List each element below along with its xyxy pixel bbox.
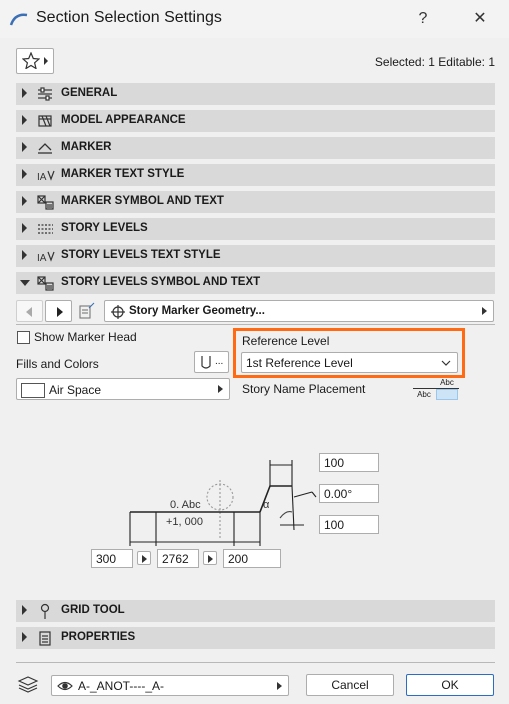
- story-levels-text-style-icon: [36, 248, 56, 264]
- panel-model-appearance[interactable]: [16, 110, 495, 132]
- chevron-right-icon: [482, 307, 487, 315]
- arrow-right-icon: [57, 307, 63, 317]
- expand-arrow-icon: [22, 605, 27, 615]
- story-marker-geometry-dropdown[interactable]: [104, 300, 494, 322]
- diagram-text-top: 0. Abc: [170, 499, 201, 511]
- length-field-3[interactable]: 200: [223, 549, 281, 568]
- panel-general[interactable]: [16, 83, 495, 105]
- next-button[interactable]: [45, 300, 72, 322]
- window-title: Section Selection Settings: [36, 9, 222, 26]
- panel-marker-symbol-and-text[interactable]: [16, 191, 495, 213]
- panel-label: STORY LEVELS SYMBOL AND TEXT: [61, 276, 261, 288]
- layer-dropdown[interactable]: [51, 675, 289, 696]
- panel-properties[interactable]: [16, 627, 495, 649]
- previous-button[interactable]: [16, 300, 43, 322]
- length-field-1[interactable]: 300: [91, 549, 133, 568]
- length-field-2[interactable]: 2762: [157, 549, 199, 568]
- fill-bucket-icon: [200, 355, 212, 371]
- story-levels-symbol-icon: [36, 275, 56, 291]
- selection-info: Selected: 1 Editable: 1: [374, 55, 495, 69]
- model-appearance-icon: [36, 113, 56, 129]
- panel-grid-tool[interactable]: [16, 600, 495, 622]
- general-settings-icon: [36, 86, 56, 102]
- bottom-length-field[interactable]: 100: [319, 515, 379, 534]
- collapse-arrow-icon: [20, 280, 30, 286]
- fill-picker-button[interactable]: [194, 351, 229, 373]
- grid-tool-icon: [36, 603, 56, 619]
- expand-arrow-icon: [22, 115, 27, 125]
- diagram-text-bottom: +1, 000: [166, 516, 204, 528]
- reference-level-label: Reference Level: [242, 334, 330, 348]
- length-toggle-1[interactable]: [137, 551, 151, 565]
- fill-type-value: Air Space: [49, 383, 102, 397]
- panel-label: GENERAL: [61, 87, 118, 99]
- geometry-dropdown-label: Story Marker Geometry...: [129, 305, 265, 317]
- fill-swatch: [21, 383, 45, 398]
- eye-icon: [57, 680, 73, 692]
- marker-text-style-icon: [36, 167, 56, 183]
- help-button[interactable]: ?: [418, 10, 428, 27]
- marker-symbol-icon: [36, 194, 56, 210]
- placement-below-text: Abc: [417, 390, 431, 399]
- favorites-button[interactable]: [16, 48, 54, 74]
- expand-arrow-icon: [22, 250, 27, 260]
- story-name-placement-label: Story Name Placement: [242, 382, 366, 396]
- ok-button[interactable]: OK: [406, 674, 494, 696]
- panel-label: MARKER SYMBOL AND TEXT: [61, 195, 224, 207]
- chevron-right-icon: [142, 555, 147, 563]
- properties-icon: [36, 630, 56, 646]
- expand-arrow-icon: [22, 142, 27, 152]
- chevron-right-icon: [277, 682, 282, 690]
- reference-level-value: 1st Reference Level: [246, 356, 353, 370]
- placement-above-text: Abc: [440, 378, 454, 387]
- chevron-right-icon: [208, 555, 213, 563]
- show-marker-head-checkbox[interactable]: [17, 331, 30, 344]
- panel-label: STORY LEVELS: [61, 222, 148, 234]
- angle-field[interactable]: 0.00°: [319, 484, 379, 503]
- expand-arrow-icon: [22, 196, 27, 206]
- panel-story-levels-symbol-and-text[interactable]: [16, 272, 495, 294]
- expand-arrow-icon: [22, 169, 27, 179]
- show-marker-head-label: Show Marker Head: [34, 330, 137, 344]
- panel-label: MARKER TEXT STYLE: [61, 168, 185, 180]
- panel-label: STORY LEVELS TEXT STYLE: [61, 249, 221, 261]
- divider: [16, 324, 495, 325]
- chevron-right-icon: [218, 385, 223, 393]
- footer-divider: [16, 662, 495, 663]
- top-length-field[interactable]: 100: [319, 453, 379, 472]
- svg-text:IA: IA: [37, 253, 47, 264]
- panel-marker[interactable]: [16, 137, 495, 159]
- marker-icon: [36, 140, 56, 156]
- expand-arrow-icon: [22, 632, 27, 642]
- layers-icon: [16, 675, 40, 693]
- length-toggle-2[interactable]: [203, 551, 217, 565]
- fill-type-dropdown[interactable]: [16, 378, 230, 400]
- cancel-button[interactable]: Cancel: [306, 674, 394, 696]
- arrow-left-icon: [26, 307, 32, 317]
- expand-arrow-icon: [22, 223, 27, 233]
- archicad-logo-icon: [9, 11, 29, 27]
- story-name-placement-picker[interactable]: [413, 378, 459, 402]
- chevron-down-icon: [441, 359, 451, 367]
- chevron-right-icon: [44, 57, 48, 65]
- layer-value: A-_ANOT----_A-: [78, 679, 165, 693]
- reference-level-dropdown[interactable]: [241, 352, 458, 373]
- panel-marker-text-style[interactable]: [16, 164, 495, 186]
- panel-label: MARKER: [61, 141, 112, 153]
- svg-text:IA: IA: [37, 172, 47, 183]
- panel-label: GRID TOOL: [61, 604, 125, 616]
- star-icon: [22, 52, 40, 69]
- page-edit-icon[interactable]: [78, 302, 96, 320]
- panel-story-levels-text-style[interactable]: [16, 245, 495, 267]
- more-dots: ...: [215, 356, 224, 367]
- expand-arrow-icon: [22, 88, 27, 98]
- alpha-symbol: α: [263, 499, 270, 511]
- panel-label: PROPERTIES: [61, 631, 136, 643]
- fills-colors-label: Fills and Colors: [16, 357, 99, 371]
- panel-label: MODEL APPEARANCE: [61, 114, 186, 126]
- placement-selected-swatch: [436, 389, 458, 400]
- story-levels-icon: [36, 221, 56, 237]
- crosshair-icon: [111, 305, 125, 319]
- panel-story-levels[interactable]: [16, 218, 495, 240]
- close-button[interactable]: ✕: [473, 10, 487, 27]
